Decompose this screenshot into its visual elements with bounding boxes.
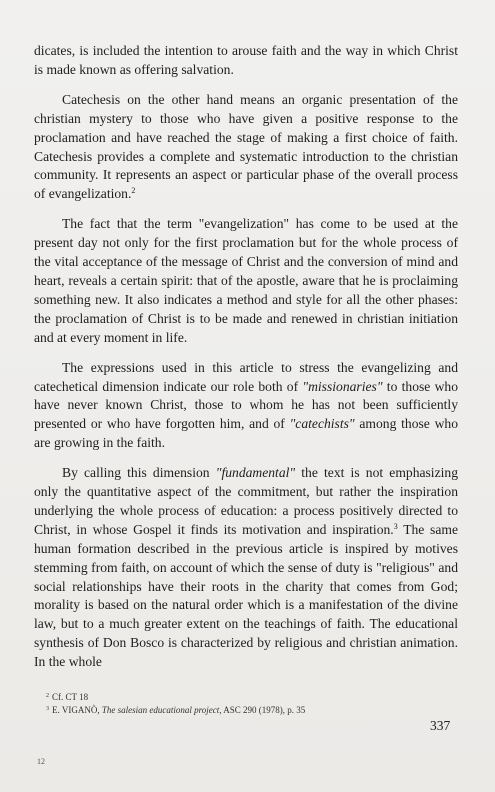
paragraph — [34, 91, 458, 204]
page-number: 337 — [430, 718, 451, 733]
text-run: Catechesis on the other hand means an organic presentation of the christian mystery to those who have given a positive response to the proclamation and have reached the stage of making a first choice of faith. Catechesis provides a complete and systematic introduction to the christian community. It represents an aspect or particular phase of the overall process of evangelization. — [34, 91, 458, 202]
text-run: The expressions used in this article to stress the evangelizing and catechetical dimension indicate our role both of — [34, 359, 458, 394]
footnote-ref: 3 — [393, 521, 398, 531]
body-text — [34, 42, 458, 672]
footnote-ref: 3 — [46, 706, 49, 712]
text-run: By calling this dimension — [62, 465, 216, 481]
italic-text: "fundamental" — [215, 465, 296, 481]
text-run: The same human formation described in the previous article is inspired by motives stemming from faith, on account of which the sense of duty is "religious" and social relationships have their roots in the charity that comes from God; morality is based on the natural order which is a manifestation of the divine law, but to a much greater extent on the teachings of faith. The educational synthesis of Don Bosco is characterized by religious and christian animation. In the whole — [34, 521, 458, 670]
italic-text: "missionaries" — [302, 378, 383, 394]
text-run: to those who have never known Christ, those to whom he has not been sufficiently presented or who have forgotten him, and of — [34, 378, 458, 432]
footnote-ref: 2 — [46, 693, 49, 699]
footnote — [46, 704, 446, 717]
text-run: ASC 290 (1978), p. 35 — [221, 705, 306, 715]
text-run: The fact that the term "evangelization" has come to be used at the present day not only for the first proclamation but for the whole process of the vital acceptance of the message of Christ and the conversion of mind and heart, reveals a certain spirit: that of the apostle, aware that he is proclaiming something new. It also indicates a method and style for all the other phases: the proclamation of Christ is to be made and renewed in christian initiation and at every moment in life. — [34, 216, 458, 345]
paragraph — [34, 464, 458, 672]
paragraph — [34, 215, 458, 347]
footnote-ref: 2 — [131, 186, 136, 196]
paragraph — [34, 359, 458, 454]
text-run: E. VIGANÒ, — [52, 705, 102, 715]
footnote — [46, 691, 446, 704]
signature-mark: 12 — [37, 757, 45, 766]
text-run: among those who are growing in the faith. — [34, 416, 458, 451]
paragraph — [34, 42, 458, 80]
text-run: the text is not emphasizing only the quantitative aspect of the commitment, but rather the inspiration underlying the whole process of education: a process positively directed to Christ, in whose Gospel it finds its motivation and inspiration. — [34, 465, 458, 537]
italic-text: "catechists" — [289, 416, 355, 432]
italic-text: The salesian educational project, — [101, 705, 222, 715]
text-run: Cf. CT 18 — [52, 692, 89, 702]
text-run: dicates, is included the intention to arouse faith and the way in which Christ is made known as offering salvation. — [34, 43, 458, 77]
footnotes — [46, 691, 446, 717]
